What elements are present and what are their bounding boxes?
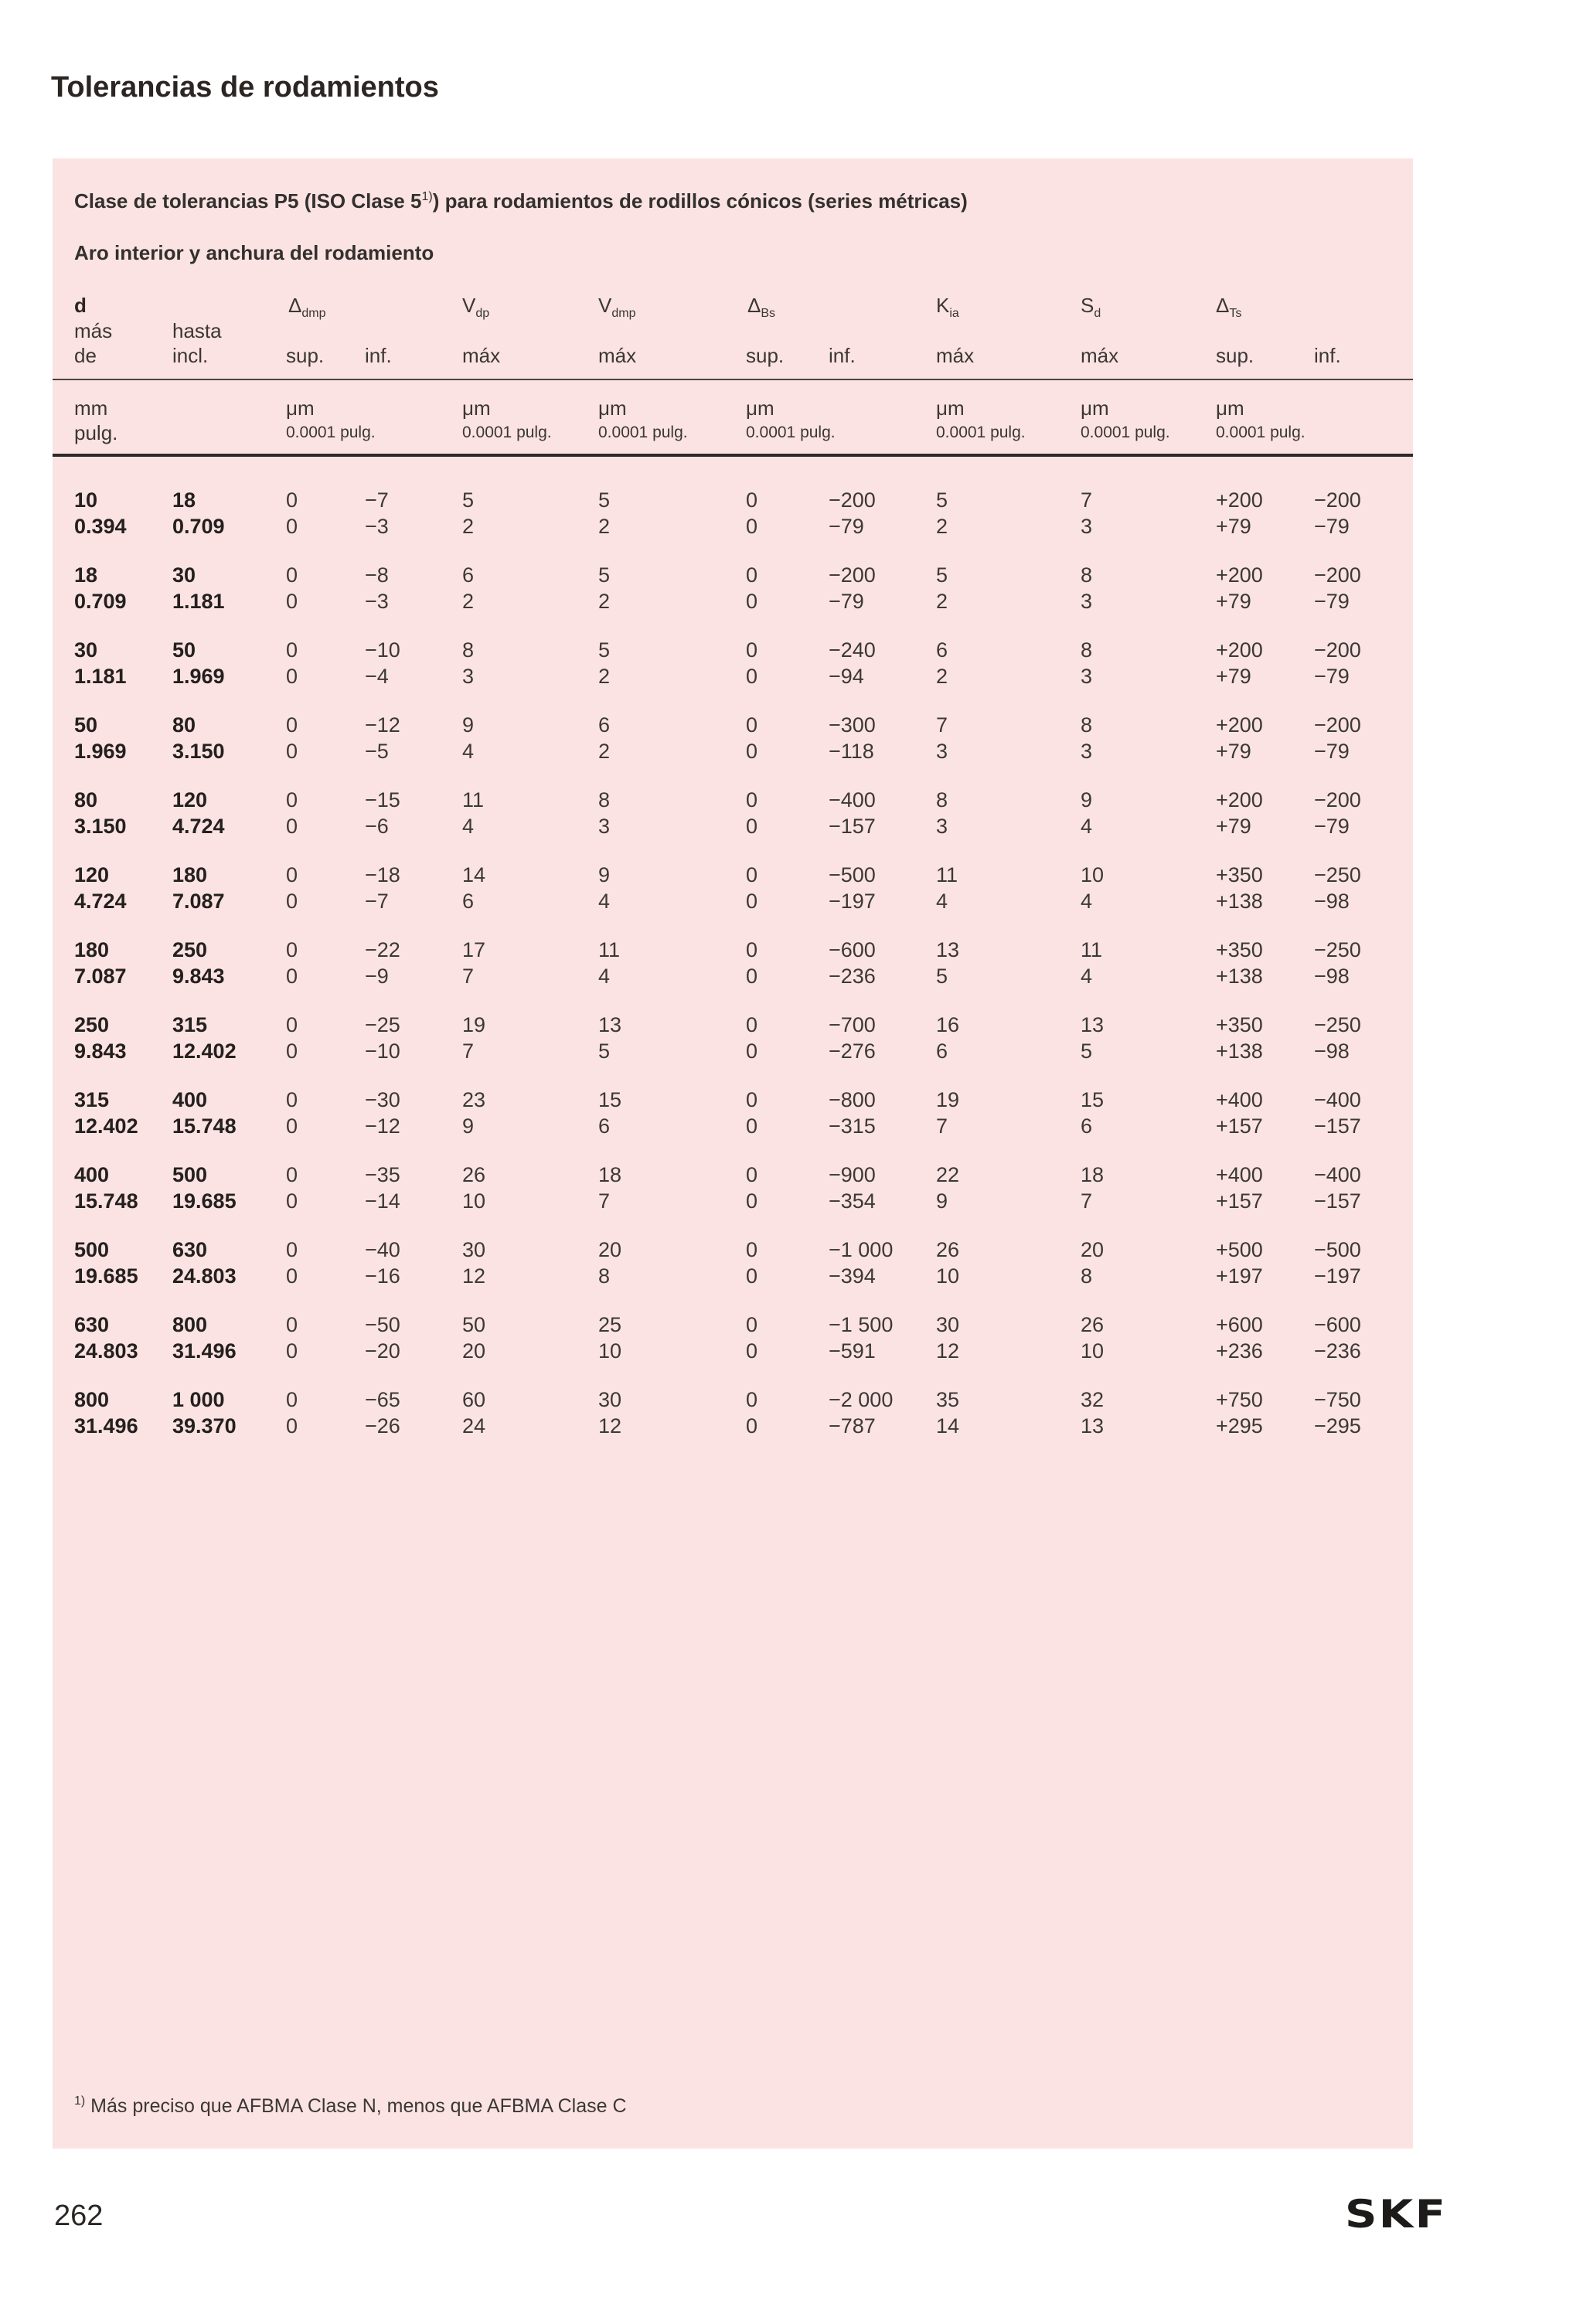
cell-vdmp: 9 4 [598,863,611,913]
header-v-dp: $V_{dp}$ [462,294,490,320]
cell-sd: 7 3 [1081,488,1093,538]
cell-bs-inf: −2 000 −787 [829,1388,894,1438]
cell-hasta: 1 000 39.370 [172,1388,237,1438]
header-ts-sup: sup. [1216,344,1254,367]
cell-dmp-inf: −7 −3 [365,488,389,538]
cell-vdp: 5 2 [462,488,475,538]
cell-vdp: 50 20 [462,1313,486,1363]
cell-bs-sup: 0 0 [746,863,758,913]
cell-sd: 20 8 [1081,1238,1105,1288]
cell-vdmp: 18 7 [598,1163,622,1213]
table-subtitle: Aro interior y anchura del rodamiento [74,241,434,264]
units-divider [53,454,1413,457]
cell-ts-sup: +200 +79 [1216,713,1263,763]
cell-kia: 30 12 [936,1313,960,1363]
cell-kia: 11 4 [936,863,958,913]
cell-kia: 22 9 [936,1163,960,1213]
table-row [53,1012,1413,1074]
cell-bs-sup: 0 0 [746,938,758,988]
cell-dmp-inf: −30 −12 [365,1088,400,1138]
cell-hasta: 400 15.748 [172,1088,237,1138]
header-sd-max: máx [1081,344,1119,367]
header-v-dmp: $V_{dmp}$ [598,294,636,320]
cell-dmp-inf: −65 −26 [365,1388,400,1438]
footnote: $^{1)}$ Más preciso que AFBMA Clase N, menos que AFBMA Clase C [74,2094,627,2117]
skf-logo: SKF [1345,2192,1448,2237]
cell-mas: 10 0.394 [74,488,127,538]
cell-mas: 315 12.402 [74,1088,138,1138]
cell-hasta: 50 1.969 [172,638,225,688]
cell-dmp-sup: 0 0 [286,1388,298,1438]
header-bs-sup: sup. [746,344,785,367]
cell-bs-inf: −700 −276 [829,1013,876,1063]
cell-bs-sup: 0 0 [746,713,758,763]
cell-bs-inf: −300 −118 [829,713,876,763]
cell-ts-sup: +200 +79 [1216,638,1263,688]
cell-dmp-inf: −10 −4 [365,638,400,688]
cell-mas: 18 0.709 [74,563,127,613]
cell-dmp-inf: −40 −16 [365,1238,400,1288]
cell-mas: 50 1.969 [74,713,127,763]
unit-kia-pulg: 0.0001 pulg. [936,424,1026,441]
cell-bs-sup: 0 0 [746,638,758,688]
cell-bs-sup: 0 0 [746,563,758,613]
table-row [53,1387,1413,1448]
cell-mas: 400 15.748 [74,1163,138,1213]
cell-dmp-inf: −12 −5 [365,713,400,763]
cell-ts-inf: −400 −157 [1314,1163,1361,1213]
cell-vdp: 19 7 [462,1013,486,1063]
cell-kia: 19 7 [936,1088,960,1138]
cell-mas: 500 19.685 [74,1238,138,1288]
cell-vdp: 6 2 [462,563,475,613]
cell-bs-sup: 0 0 [746,1238,758,1288]
cell-ts-sup: +750 +295 [1216,1388,1263,1438]
cell-hasta: 80 3.150 [172,713,225,763]
cell-dmp-sup: 0 0 [286,638,298,688]
header-delta-dmp: $\Delta_{dmp}$ [288,294,326,320]
unit-vdmp-pulg: 0.0001 pulg. [598,424,688,441]
header-delta-ts: $\Delta_{Ts}$ [1216,294,1242,320]
cell-hasta: 30 1.181 [172,563,225,613]
unit-mm: mm [74,396,108,420]
cell-vdmp: 15 6 [598,1088,622,1138]
cell-vdmp: 6 2 [598,713,611,763]
cell-sd: 13 5 [1081,1013,1105,1063]
cell-bs-inf: −900 −354 [829,1163,876,1213]
header-dmp-sup: sup. [286,344,325,367]
cell-vdp: 8 3 [462,638,475,688]
cell-kia: 5 2 [936,488,948,538]
cell-kia: 16 6 [936,1013,960,1063]
table-row [53,1312,1413,1373]
cell-ts-inf: −400 −157 [1314,1088,1361,1138]
cell-ts-inf: −600 −236 [1314,1313,1361,1363]
cell-ts-inf: −200 −79 [1314,788,1361,838]
cell-bs-sup: 0 0 [746,488,758,538]
cell-dmp-sup: 0 0 [286,1013,298,1063]
cell-dmp-sup: 0 0 [286,1238,298,1288]
cell-bs-inf: −800 −315 [829,1088,876,1138]
cell-ts-inf: −200 −79 [1314,563,1361,613]
unit-sd-um: μm [1081,396,1109,420]
cell-ts-inf: −200 −79 [1314,713,1361,763]
cell-vdp: 17 7 [462,938,486,988]
cell-vdmp: 11 4 [598,938,621,988]
header-vdmp-max: máx [598,344,637,367]
cell-vdp: 30 12 [462,1238,486,1288]
unit-dmp-um: μm [286,396,315,420]
cell-dmp-sup: 0 0 [286,788,298,838]
cell-mas: 800 31.496 [74,1388,138,1438]
cell-dmp-inf: −18 −7 [365,863,400,913]
cell-dmp-sup: 0 0 [286,1313,298,1363]
cell-hasta: 180 7.087 [172,863,225,913]
header-s-d: $S_d$ [1081,294,1101,320]
cell-vdmp: 30 12 [598,1388,622,1438]
cell-dmp-inf: −22 −9 [365,938,400,988]
cell-vdp: 9 4 [462,713,475,763]
cell-dmp-sup: 0 0 [286,563,298,613]
cell-bs-inf: −240 −94 [829,638,876,688]
cell-mas: 80 3.150 [74,788,127,838]
cell-bs-sup: 0 0 [746,1163,758,1213]
cell-ts-sup: +350 +138 [1216,938,1263,988]
cell-dmp-sup: 0 0 [286,938,298,988]
cell-kia: 7 3 [936,713,948,763]
cell-bs-sup: 0 0 [746,1388,758,1438]
cell-vdmp: 25 10 [598,1313,622,1363]
cell-dmp-inf: −50 −20 [365,1313,400,1363]
cell-ts-sup: +350 +138 [1216,863,1263,913]
cell-sd: 8 3 [1081,638,1093,688]
unit-bs-pulg: 0.0001 pulg. [746,424,836,441]
cell-kia: 8 3 [936,788,948,838]
unit-dmp-pulg: 0.0001 pulg. [286,424,376,441]
cell-ts-sup: +200 +79 [1216,563,1263,613]
cell-dmp-inf: −15 −6 [365,788,400,838]
cell-kia: 35 14 [936,1388,960,1438]
cell-dmp-sup: 0 0 [286,1088,298,1138]
cell-sd: 10 4 [1081,863,1105,913]
header-vdp-max: máx [462,344,501,367]
header-hasta: hasta [172,319,222,342]
cell-mas: 630 24.803 [74,1313,138,1363]
unit-vdmp-um: μm [598,396,627,420]
unit-sd-pulg: 0.0001 pulg. [1081,424,1170,441]
cell-sd: 8 3 [1081,563,1093,613]
cell-ts-inf: −750 −295 [1314,1388,1361,1438]
cell-kia: 26 10 [936,1238,960,1288]
table-title: Clase de tolerancias P5 (ISO Clase 5$^{1)}$) para rodamientos de rodillos cónicos (series métricas) [74,189,968,213]
header-d: d [74,294,87,317]
cell-vdp: 23 9 [462,1088,486,1138]
table-row [53,1237,1413,1298]
table-row [53,487,1413,549]
cell-ts-sup: +600 +236 [1216,1313,1263,1363]
cell-ts-inf: −200 −79 [1314,638,1361,688]
header-mas: más [74,319,113,342]
table-row [53,787,1413,849]
unit-ts-um: μm [1216,396,1244,420]
cell-vdmp: 20 8 [598,1238,622,1288]
cell-sd: 9 4 [1081,788,1093,838]
cell-vdp: 11 4 [462,788,485,838]
cell-ts-sup: +400 +157 [1216,1088,1263,1138]
header-dmp-inf: inf. [365,344,392,367]
cell-sd: 26 10 [1081,1313,1105,1363]
cell-dmp-inf: −25 −10 [365,1013,400,1063]
unit-vdp-pulg: 0.0001 pulg. [462,424,552,441]
cell-vdmp: 13 5 [598,1013,622,1063]
tolerance-table-panel [53,158,1413,2149]
cell-sd: 18 7 [1081,1163,1105,1213]
unit-pulg: pulg. [74,421,118,444]
cell-vdp: 26 10 [462,1163,486,1213]
cell-dmp-inf: −35 −14 [365,1163,400,1213]
table-row [53,712,1413,774]
cell-vdmp: 5 2 [598,563,611,613]
cell-hasta: 250 9.843 [172,938,225,988]
cell-dmp-sup: 0 0 [286,1163,298,1213]
cell-bs-inf: −200 −79 [829,563,876,613]
cell-bs-inf: −200 −79 [829,488,876,538]
cell-ts-sup: +400 +157 [1216,1163,1263,1213]
header-delta-bs: $\Delta_{Bs}$ [747,294,776,320]
cell-kia: 5 2 [936,563,948,613]
header-kia-max: máx [936,344,975,367]
table-row [53,562,1413,624]
cell-vdmp: 5 2 [598,638,611,688]
table-row [53,937,1413,999]
cell-kia: 13 5 [936,938,960,988]
cell-hasta: 800 31.496 [172,1313,237,1363]
header-incl: incl. [172,344,209,367]
table-row [53,637,1413,699]
cell-bs-inf: −500 −197 [829,863,876,913]
header-divider [53,379,1413,380]
cell-hasta: 18 0.709 [172,488,225,538]
cell-hasta: 630 24.803 [172,1238,237,1288]
header-k-ia: $K_{ia}$ [936,294,959,320]
cell-mas: 250 9.843 [74,1013,127,1063]
cell-mas: 120 4.724 [74,863,127,913]
table-row [53,1087,1413,1148]
cell-ts-inf: −500 −197 [1314,1238,1361,1288]
page-heading: Tolerancias de rodamientos [51,71,439,104]
unit-bs-um: μm [746,396,774,420]
unit-ts-pulg: 0.0001 pulg. [1216,424,1306,441]
unit-kia-um: μm [936,396,965,420]
header-de: de [74,344,97,367]
cell-dmp-inf: −8 −3 [365,563,389,613]
cell-ts-sup: +500 +197 [1216,1238,1263,1288]
cell-dmp-sup: 0 0 [286,863,298,913]
cell-ts-inf: −250 −98 [1314,1013,1361,1063]
cell-vdp: 60 24 [462,1388,486,1438]
table-row [53,1162,1413,1223]
cell-dmp-sup: 0 0 [286,713,298,763]
table-row [53,862,1413,924]
cell-sd: 11 4 [1081,938,1103,988]
cell-sd: 15 6 [1081,1088,1105,1138]
cell-bs-sup: 0 0 [746,1013,758,1063]
cell-mas: 30 1.181 [74,638,127,688]
unit-vdp-um: μm [462,396,491,420]
cell-bs-inf: −1 500 −591 [829,1313,894,1363]
cell-hasta: 315 12.402 [172,1013,237,1063]
cell-vdmp: 5 2 [598,488,611,538]
cell-bs-inf: −400 −157 [829,788,876,838]
cell-ts-sup: +200 +79 [1216,788,1263,838]
cell-bs-sup: 0 0 [746,1313,758,1363]
cell-vdmp: 8 3 [598,788,611,838]
header-ts-inf: inf. [1314,344,1341,367]
cell-ts-sup: +350 +138 [1216,1013,1263,1063]
cell-vdp: 14 6 [462,863,486,913]
cell-sd: 32 13 [1081,1388,1105,1438]
cell-hasta: 120 4.724 [172,788,225,838]
cell-bs-sup: 0 0 [746,1088,758,1138]
cell-sd: 8 3 [1081,713,1093,763]
cell-bs-inf: −600 −236 [829,938,876,988]
cell-mas: 180 7.087 [74,938,127,988]
page-number: 262 [54,2200,104,2232]
cell-dmp-sup: 0 0 [286,488,298,538]
cell-ts-inf: −200 −79 [1314,488,1361,538]
cell-ts-inf: −250 −98 [1314,863,1361,913]
cell-hasta: 500 19.685 [172,1163,237,1213]
cell-bs-sup: 0 0 [746,788,758,838]
header-bs-inf: inf. [829,344,856,367]
cell-ts-sup: +200 +79 [1216,488,1263,538]
cell-kia: 6 2 [936,638,948,688]
cell-bs-inf: −1 000 −394 [829,1238,894,1288]
cell-ts-inf: −250 −98 [1314,938,1361,988]
